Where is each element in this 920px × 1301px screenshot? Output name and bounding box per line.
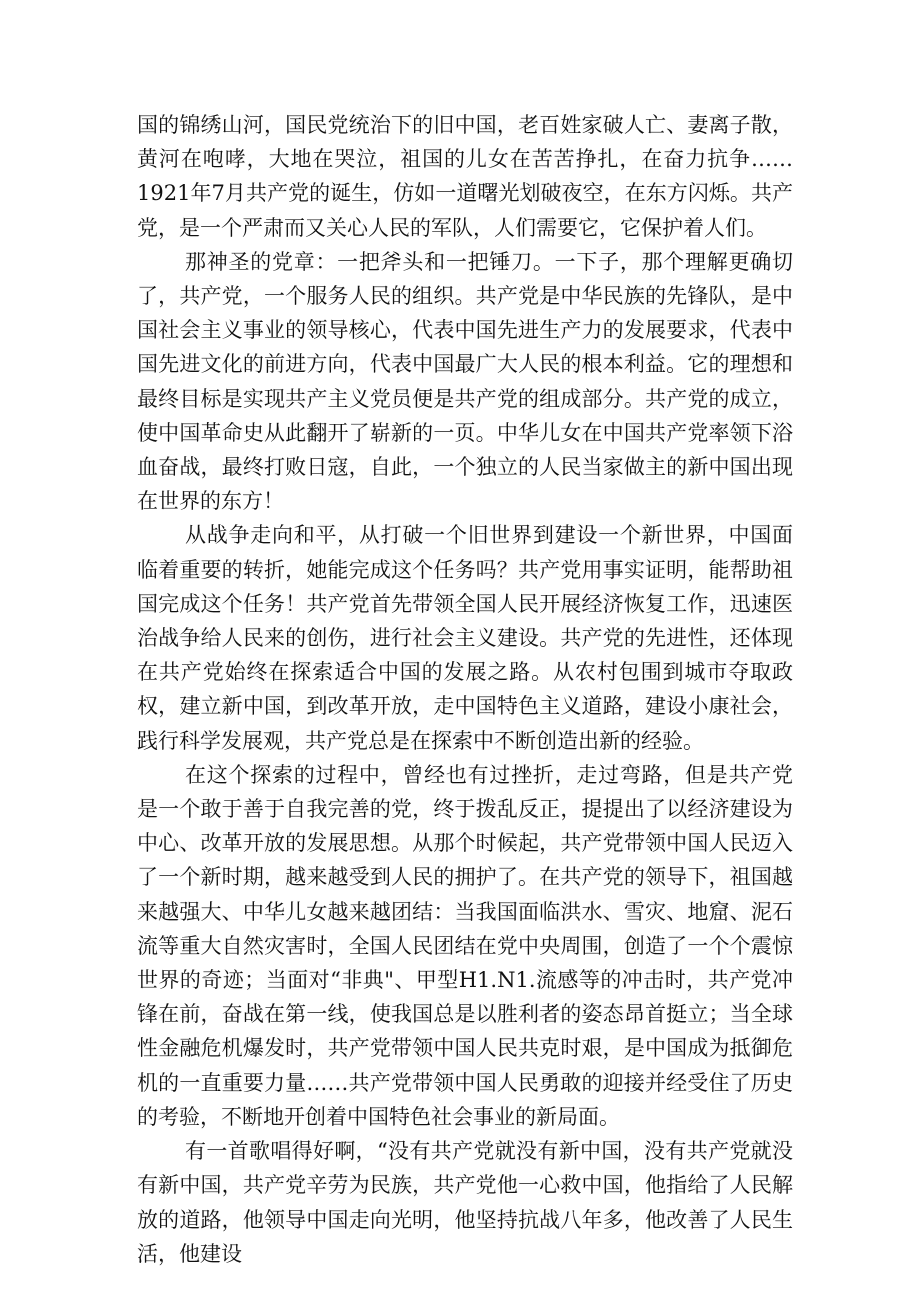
paragraph-5: 有一首歌唱得好啊，“没有共产党就没有新中国，没有共产党就没有新中国，共产党辛劳为民族，共产党他一心救中国，他指给了人民解放的道路，他领导中国走向光明，他坚持抗战八年多，他改善了人民生活，他建设	[137, 1139, 793, 1266]
paragraph-1: 国的锦绣山河，国民党统治下的旧中国，老百姓家破人亡、妻离子散，黄河在咆哮，大地在哭泣，祖国的儿女在苦苦挣扎，在奋力抗争……1921年7月共产党的诞生，仿如一道曙光划破夜空，在东方闪烁。共产党，是一个严肃而又关心人民的军队，人们需要它，它保护着人们。	[137, 113, 793, 240]
paragraph-4: 在这个探索的过程中，曾经也有过挫折，走过弯路，但是共产党是一个敢于善于自我完善的党，终于拨乱反正，提提出了以经济建设为中心、改革开放的发展思想。从那个时候起，共产党带领中国人民迈入了一个新时期，越来越受到人民的拥护了。在共产党的领导下，祖国越来越强大、中华儿女越来越团结：当我国面临洪水、雪灾、地窟、泥石流等重大自然灾害时，全国人民团结在党中央周围，创造了一个个震惊世界的奇迹；当面对“非典"、甲型H1.N1.流感等的冲击时，共产党冲锋在前，奋战在第一线，使我国总是以胜利者的姿态昂首挺立；当全球性金融危机爆发时，共产党带领中国人民共克时艰，是中国成为抵御危机的一直重要力量……共产党带领中国人民勇敢的迎接并经受住了历史的考验，不断地开创着中国特色社会事业的新局面。	[137, 762, 793, 1129]
paragraph-2: 那神圣的党章：一把斧头和一把锤刀。一下子，那个理解更确切了，共产党，一个服务人民的组织。共产党是中华民族的先锋队，是中国社会主义事业的领导核心，代表中国先进生产力的发展要求，代表中国先进文化的前进方向，代表中国最广大人民的根本利益。它的理想和最终目标是实现共产主义党员便是共产党的组成部分。共产党的成立，使中国革命史从此翻开了崭新的一页。中华儿女在中国共产党率领下浴血奋战，最终打败日寇，自此，一个独立的人民当家做主的新中国出现在世界的东方！	[137, 249, 793, 514]
document-page	[137, 108, 793, 1271]
paragraph-3: 从战争走向和平，从打破一个旧世界到建设一个新世界，中国面临着重要的转折，她能完成这个任务吗？共产党用事实证明，能帮助祖国完成这个任务！共产党首先带领全国人民开展经济恢复工作，迅速医治战争给人民来的创伤，进行社会主义建设。共产党的先进性，还体现在共产党始终在探索适合中国的发展之路。从农村包围到城市夺取政权，建立新中国，到改革开放，走中国特色主义道路，建设小康社会，践行科学发展观，共产党总是在探索中不断创造出新的经验。	[137, 523, 793, 753]
